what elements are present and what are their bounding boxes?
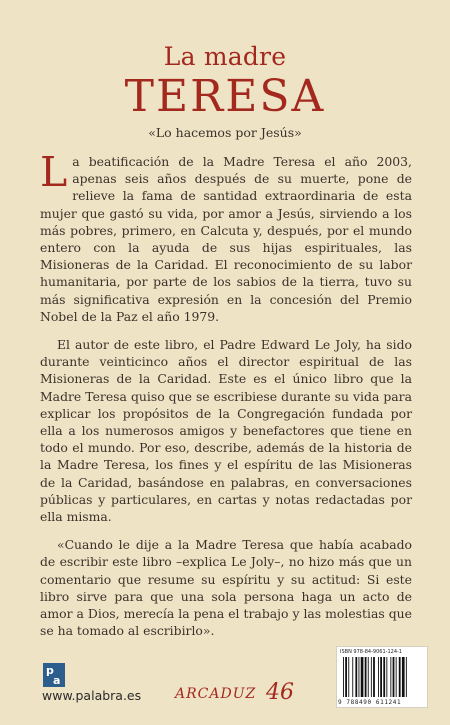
barcode-icon [343, 657, 423, 699]
barcode-bar [378, 657, 379, 697]
barcode-bar [345, 657, 347, 697]
barcode-bar [348, 657, 349, 697]
collection-name: ARCADUZ [175, 686, 257, 702]
svg-text:a: a [53, 674, 61, 687]
barcode-bar [343, 657, 344, 697]
barcode-bar [390, 657, 391, 697]
collection-number: 46 [266, 680, 294, 705]
barcode-bar [371, 657, 372, 697]
title-line-2: TERESA [124, 71, 326, 122]
paragraph-3: «Cuando le dije a la Madre Teresa que había acabado de escribir este libro –explica Le Joly–, no hizo más que un comentario que resume su espíritu y su actitud: Si este libro sirve para que una sola persona haga un acto de amor a Dios, merecía la pena el trabajo y las molestias que se ha tomado al escribirlo». [40, 537, 412, 639]
publisher-url[interactable]: www.palabra.es [42, 688, 142, 703]
barcode-bar [380, 657, 382, 697]
barcode-bar [361, 657, 364, 697]
barcode-bar [383, 657, 385, 697]
barcode-bar [365, 657, 367, 697]
barcode-bar [352, 657, 353, 697]
isbn-digits: 9 788490 611241 [338, 699, 402, 706]
barcode-bar [396, 657, 397, 697]
barcode-bar [399, 657, 401, 697]
barcode-bar [359, 657, 360, 697]
barcode-bar [402, 657, 405, 697]
barcode-box [336, 646, 428, 708]
svg-text:p: p [46, 664, 54, 677]
subtitle: «Lo hacemos por Jesús» [148, 125, 302, 140]
barcode-bar [355, 657, 357, 697]
barcode-bar [406, 657, 407, 697]
isbn-label: ISBN 978-84-9061-124-1 [340, 649, 402, 655]
synopsis [40, 148, 412, 650]
paragraph-2: El autor de este libro, el Padre Edward Le Joly, ha sido durante veinticinco años el director espiritual de las Misioneras de la Caridad. Este es el único libro que la Madre Teresa quiso que se escribiese durante su vida para explicar los propósitos de la Congregación fundada por ella a los numerosos amigos y benefactores que tiene en todo el mundo. Por eso, describe, además de la historia de la Madre Teresa, los fines y el espíritu de las Misioneras de la Caridad, basándose en palabras, en conversaciones públicas y particulares, en cartas y notas redactadas por ella misma. [40, 337, 412, 525]
barcode-bar [393, 657, 395, 697]
paragraph-1-text: a beatificación de la Madre Teresa el año 2003, apenas seis años después de su muerte, pone de relieve la fama de santidad extraordinaria de esta mujer que gastó su vida, por amor a Jesús, sirviendo a los más pobres, primero, en Calcuta y, después, por el mundo entero con la ayuda de sus hijas espirituales, las Misioneras de la Caridad. El reconocimiento de su labor humanitaria, por parte de los sabios de la tierra, tuvo su más significativa expresión en la concesión del Premio Nobel de la Paz el año 1979. [40, 154, 412, 324]
palabra-logo-icon [43, 663, 65, 687]
barcode-bar [368, 657, 369, 697]
title-line-1: La madre [163, 42, 287, 71]
paragraph-1 [40, 148, 412, 325]
barcode-bar [386, 657, 387, 697]
barcode-bar [373, 657, 375, 697]
drop-cap: L [40, 148, 68, 196]
